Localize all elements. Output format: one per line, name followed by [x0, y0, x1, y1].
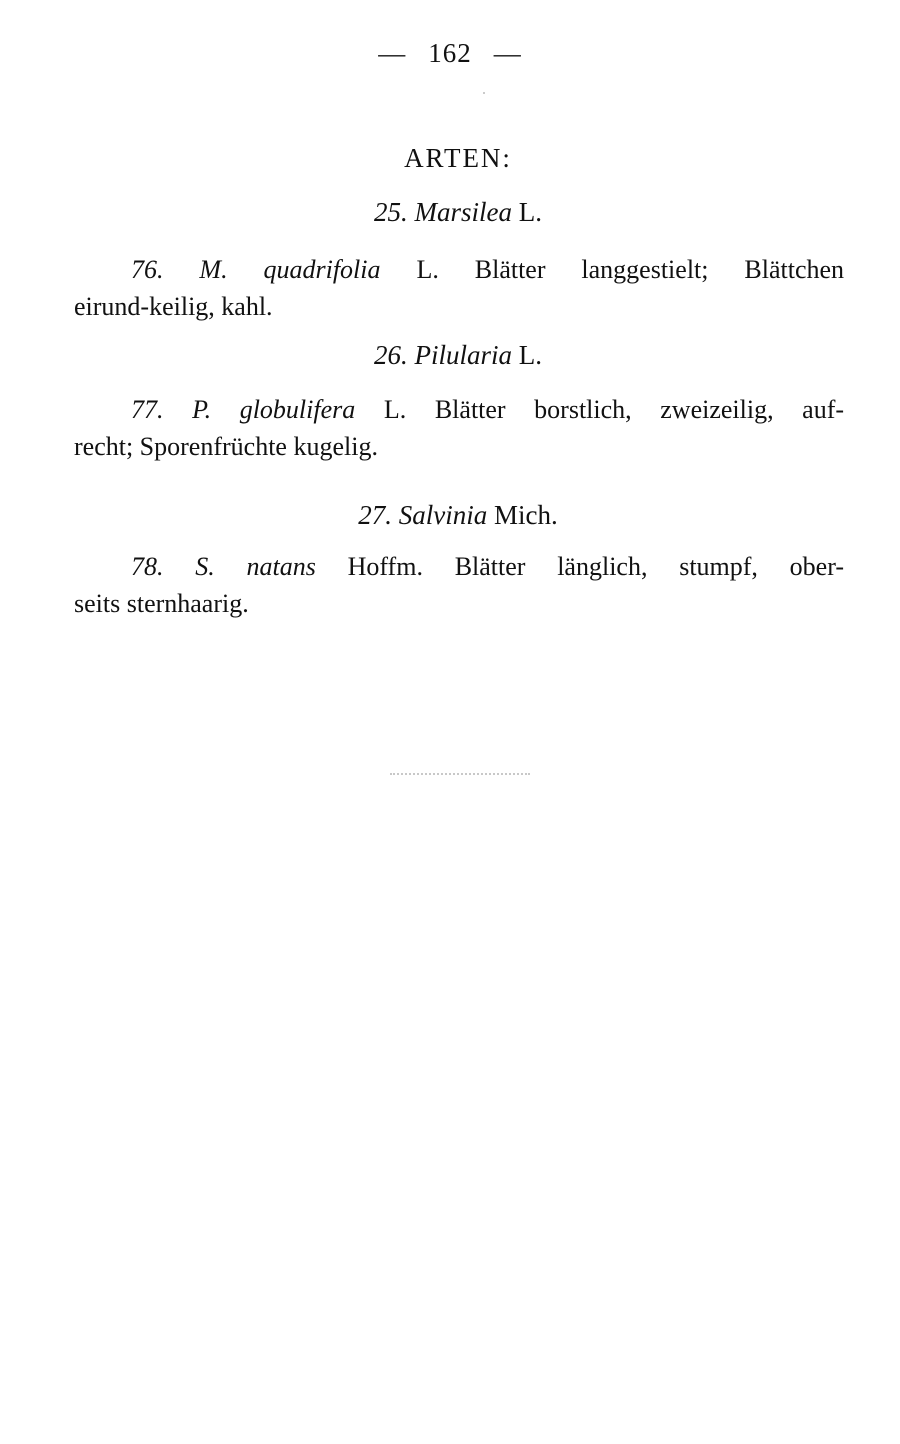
faint-print-rule [390, 773, 530, 775]
species-description-line2: recht; Sporenfrüchte kugelig. [74, 432, 378, 461]
genus-author: L. [518, 340, 542, 370]
species-description-line1: Blätter borstlich, zweizeilig, auf- [434, 395, 845, 424]
genus-name: Pilularia [414, 340, 512, 370]
species-description-line2: seits sternhaarig. [74, 589, 249, 618]
species-entry-globulifera [74, 391, 844, 465]
species-author: L. [416, 255, 439, 284]
page-number-dash-left: — [378, 38, 407, 68]
genus-heading-pilularia [0, 340, 900, 371]
species-number: 78. [131, 552, 164, 581]
species-first-line [74, 548, 844, 585]
genus-number: 27. [358, 500, 392, 530]
section-heading: ARTEN: [404, 143, 512, 173]
species-name: S. natans [195, 552, 316, 581]
species-author: Hoffm. [347, 552, 423, 581]
species-entry-quadrifolia [74, 251, 844, 325]
species-description-line2: eirund-keilig, kahl. [74, 292, 273, 321]
species-first-line [74, 391, 844, 428]
species-name: M. quadrifolia [199, 255, 381, 284]
species-description-line1: Blätter länglich, stumpf, ober- [454, 552, 845, 581]
genus-heading-marsilea [0, 197, 900, 228]
genus-heading-salvinia [0, 500, 900, 531]
species-name: P. globulifera [192, 395, 356, 424]
page-number-dash-right: — [493, 38, 522, 68]
print-speck [483, 92, 485, 94]
species-author: L. [383, 395, 407, 424]
genus-name: Marsilea [414, 197, 512, 227]
genus-number: 26. [373, 340, 408, 370]
page-number [0, 38, 900, 69]
species-description-line1: Blätter langgestielt; Blättchen [474, 255, 845, 284]
species-number: 77. [131, 395, 164, 424]
genus-author: Mich. [494, 500, 558, 530]
species-first-line [74, 251, 844, 288]
species-entry-natans [74, 548, 844, 622]
page-number-value: 162 [428, 38, 472, 68]
genus-name: Salvinia [398, 500, 488, 530]
genus-number: 25. [374, 197, 408, 227]
species-number: 76. [131, 255, 164, 284]
genus-author: L. [518, 197, 542, 227]
